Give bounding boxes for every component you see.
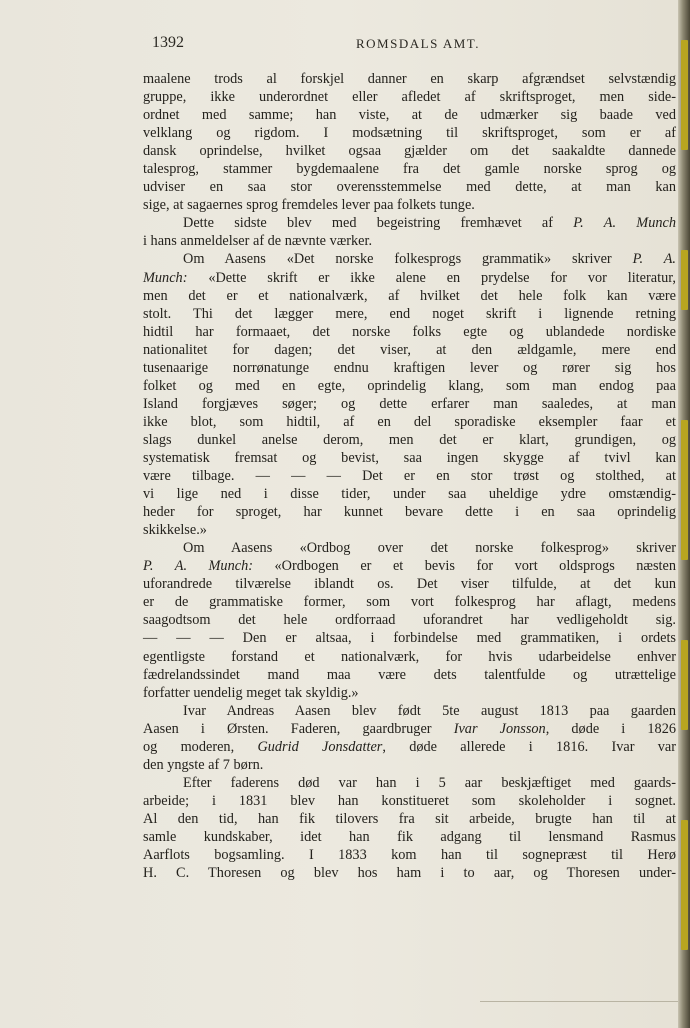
text-line	[143, 846, 676, 864]
text-line	[143, 160, 676, 178]
line-text: heder for sproget, har kunnet bevare dette i en saa oprindelig	[143, 504, 676, 521]
line-text: Om Aasens «Det norske folkesprogs grammatik» skriver	[183, 251, 633, 268]
line-text: tusenaarige norrønatunge endnu kraftigen lever og rører sig hos	[143, 359, 676, 376]
text-line	[143, 864, 676, 882]
text-line	[143, 88, 676, 106]
text-line	[143, 666, 676, 684]
text-line	[143, 196, 676, 214]
text-line	[143, 467, 676, 485]
text-line	[143, 178, 676, 196]
line-text: vi lige ned i disse tider, under saa uheldige ydre omstændig-	[143, 486, 676, 503]
page-header	[0, 34, 678, 58]
page-tab-mark	[681, 640, 688, 730]
text-line	[143, 232, 676, 250]
book-spine-edge	[678, 0, 690, 1028]
text-line	[143, 395, 676, 413]
line-text: talesprog, stammer bygdemaalene fra det gamle norske sprog og	[143, 161, 676, 178]
line-text: forfatter uendelig meget tak skyldig.»	[143, 684, 359, 701]
text-line	[143, 341, 676, 359]
text-line	[143, 269, 676, 287]
line-text: Al den tid, han fik tilovers fra sit arbeide, brugte han til at	[143, 810, 676, 827]
line-text: sige, at sagaernes sprog fremdeles lever paa folkets tunge.	[143, 197, 475, 214]
running-head: ROMSDALS AMT.	[356, 36, 481, 51]
line-text: — — — Den er altsaa, i forbindelse med grammatiken, i ordets	[143, 630, 676, 647]
line-text: arbeide; i 1831 blev han konstitueret som skoleholder i sognet.	[143, 792, 676, 809]
text-line	[143, 539, 676, 557]
line-text: fædrelandssindet mand maa være dets talentfulde og utrættelige	[143, 666, 676, 683]
line-text: dansk oprindelse, hvilket ogsaa gjælder om det saakaldte dannede	[143, 143, 676, 160]
line-text: er de grammatiske former, som vort folkesprog har aflagt, medens	[143, 594, 676, 611]
italic-name: Gudrid Jonsdatter	[257, 738, 383, 755]
text-line	[143, 413, 676, 431]
text-line	[143, 720, 676, 738]
text-line	[143, 287, 676, 305]
line-text: samle kundskaber, idet han fik adgang til lensmand Rasmus	[143, 828, 676, 845]
text-line	[143, 684, 676, 702]
text-line	[143, 124, 676, 142]
text-line	[143, 70, 676, 88]
line-text: egentligste forstand et nationalværk, for hvis udarbeidelse enhver	[143, 648, 676, 665]
line-text: Island forgjæves søger; og dette erfarer man saaledes, at man	[143, 395, 676, 412]
italic-name: P. A.	[632, 251, 676, 268]
line-text: «Dette skrift er ikke alene en prydelse for vor literatur,	[187, 269, 676, 286]
text-line	[143, 431, 676, 449]
text-line	[143, 323, 676, 341]
text-line	[143, 738, 676, 756]
text-line	[143, 377, 676, 395]
text-line	[143, 359, 676, 377]
line-text: gruppe, ikke underordnet eller afledet af skriftsproget, men side-	[143, 89, 676, 106]
line-text: skikkelse.»	[143, 522, 207, 539]
line-text: hidtil har formaaet, det norske folks egte og ublandede nordiske	[143, 323, 676, 340]
text-line	[143, 702, 676, 720]
line-text: uforandrede tilværelse iblandt os. Det viser tilfulde, at det kun	[143, 576, 676, 593]
text-line	[143, 142, 676, 160]
line-text: , døde i 1826	[545, 720, 676, 737]
line-text: nationalitet for dagen; det viser, at den ældgamle, mere end	[143, 341, 676, 358]
line-text: maalene trods al forskjel danner en skarp afgrændset selvstændig	[143, 71, 676, 87]
body-text	[143, 70, 676, 882]
page-tab-mark	[681, 820, 688, 950]
line-text: systematisk fremsat og bevist, saa ingen skygge af tvivl kan	[143, 449, 676, 466]
text-line	[143, 557, 676, 575]
text-line	[143, 593, 676, 611]
text-line	[143, 305, 676, 323]
line-text: i hans anmeldelser af de nævnte værker.	[143, 233, 373, 250]
italic-name: Ivar Jonsson	[453, 720, 546, 737]
italic-name: P. A. Munch	[573, 215, 676, 232]
text-line	[143, 521, 676, 539]
line-text: slags dunkel anelse derom, men det er klart, grundigen, og	[143, 431, 676, 448]
text-line	[143, 629, 676, 647]
line-text: «Ordbogen er et bevis for vort oldsprogs næsten	[253, 558, 676, 575]
text-line	[143, 106, 676, 124]
line-text: velklang og rigdom. I modsætning til skriftsproget, som er af	[143, 125, 676, 142]
line-text: , døde allerede i 1816. Ivar var	[382, 738, 676, 755]
line-text: H. C. Thoresen og blev hos ham i to aar, og Thoresen under-	[143, 865, 676, 882]
line-text: ordnet med samme; han viste, at de udmærker sig baade ved	[143, 107, 676, 124]
line-text: stolt. Thi det lægger mere, end noget skrift i lignende retning	[143, 305, 676, 322]
text-line	[143, 611, 676, 629]
line-text: Om Aasens «Ordbog over det norske folkesprog» skriver	[183, 540, 676, 557]
line-text: Efter faderens død var han i 5 aar beskjæftiget med gaards-	[183, 774, 676, 791]
text-line	[143, 575, 676, 593]
text-line	[143, 810, 676, 828]
italic-name: P. A. Munch:	[143, 558, 253, 575]
line-text: Aasen i Ørsten. Faderen, gaardbruger	[143, 720, 454, 737]
line-text: være tilbage. — — — Det er en stor trøst og stolthed, at	[143, 468, 676, 485]
text-line	[143, 485, 676, 503]
line-text: udviser en saa stor overensstemmelse med dette, at man kan	[143, 179, 676, 196]
text-line	[143, 774, 676, 792]
page-tab-mark	[681, 250, 688, 310]
page-tab-mark	[681, 40, 688, 150]
text-line	[143, 214, 676, 232]
text-line	[143, 503, 676, 521]
italic-name: Munch:	[143, 269, 188, 286]
line-text: men det er et nationalværk, af hvilket det hele folk kan være	[143, 287, 676, 304]
page-tab-mark	[681, 420, 688, 560]
line-text: den yngste af 7 børn.	[143, 756, 264, 773]
page-number: 1392	[152, 34, 184, 51]
page-edge-rule	[480, 1001, 678, 1002]
line-text: folket og med en egte, oprindelig klang, som man endog paa	[143, 377, 676, 394]
text-line	[143, 792, 676, 810]
line-text: ikke blot, som hidtil, af en del sporadiske eksempler faar et	[143, 413, 676, 430]
line-text: saagodtsom det hele ordforraad uforandret har vedligeholdt sig.	[143, 612, 676, 629]
text-line	[143, 756, 676, 774]
text-line	[143, 449, 676, 467]
line-text: og moderen,	[143, 738, 258, 755]
line-text: Aarflots bogsamling. I 1833 kom han til sognepræst til Herø	[143, 847, 676, 864]
text-line	[143, 648, 676, 666]
text-line	[143, 250, 676, 268]
line-text: Dette sidste blev med begeistring fremhævet af	[183, 215, 574, 232]
line-text: Ivar Andreas Aasen blev født 5te august 1813 paa gaarden	[183, 702, 676, 719]
text-line	[143, 828, 676, 846]
